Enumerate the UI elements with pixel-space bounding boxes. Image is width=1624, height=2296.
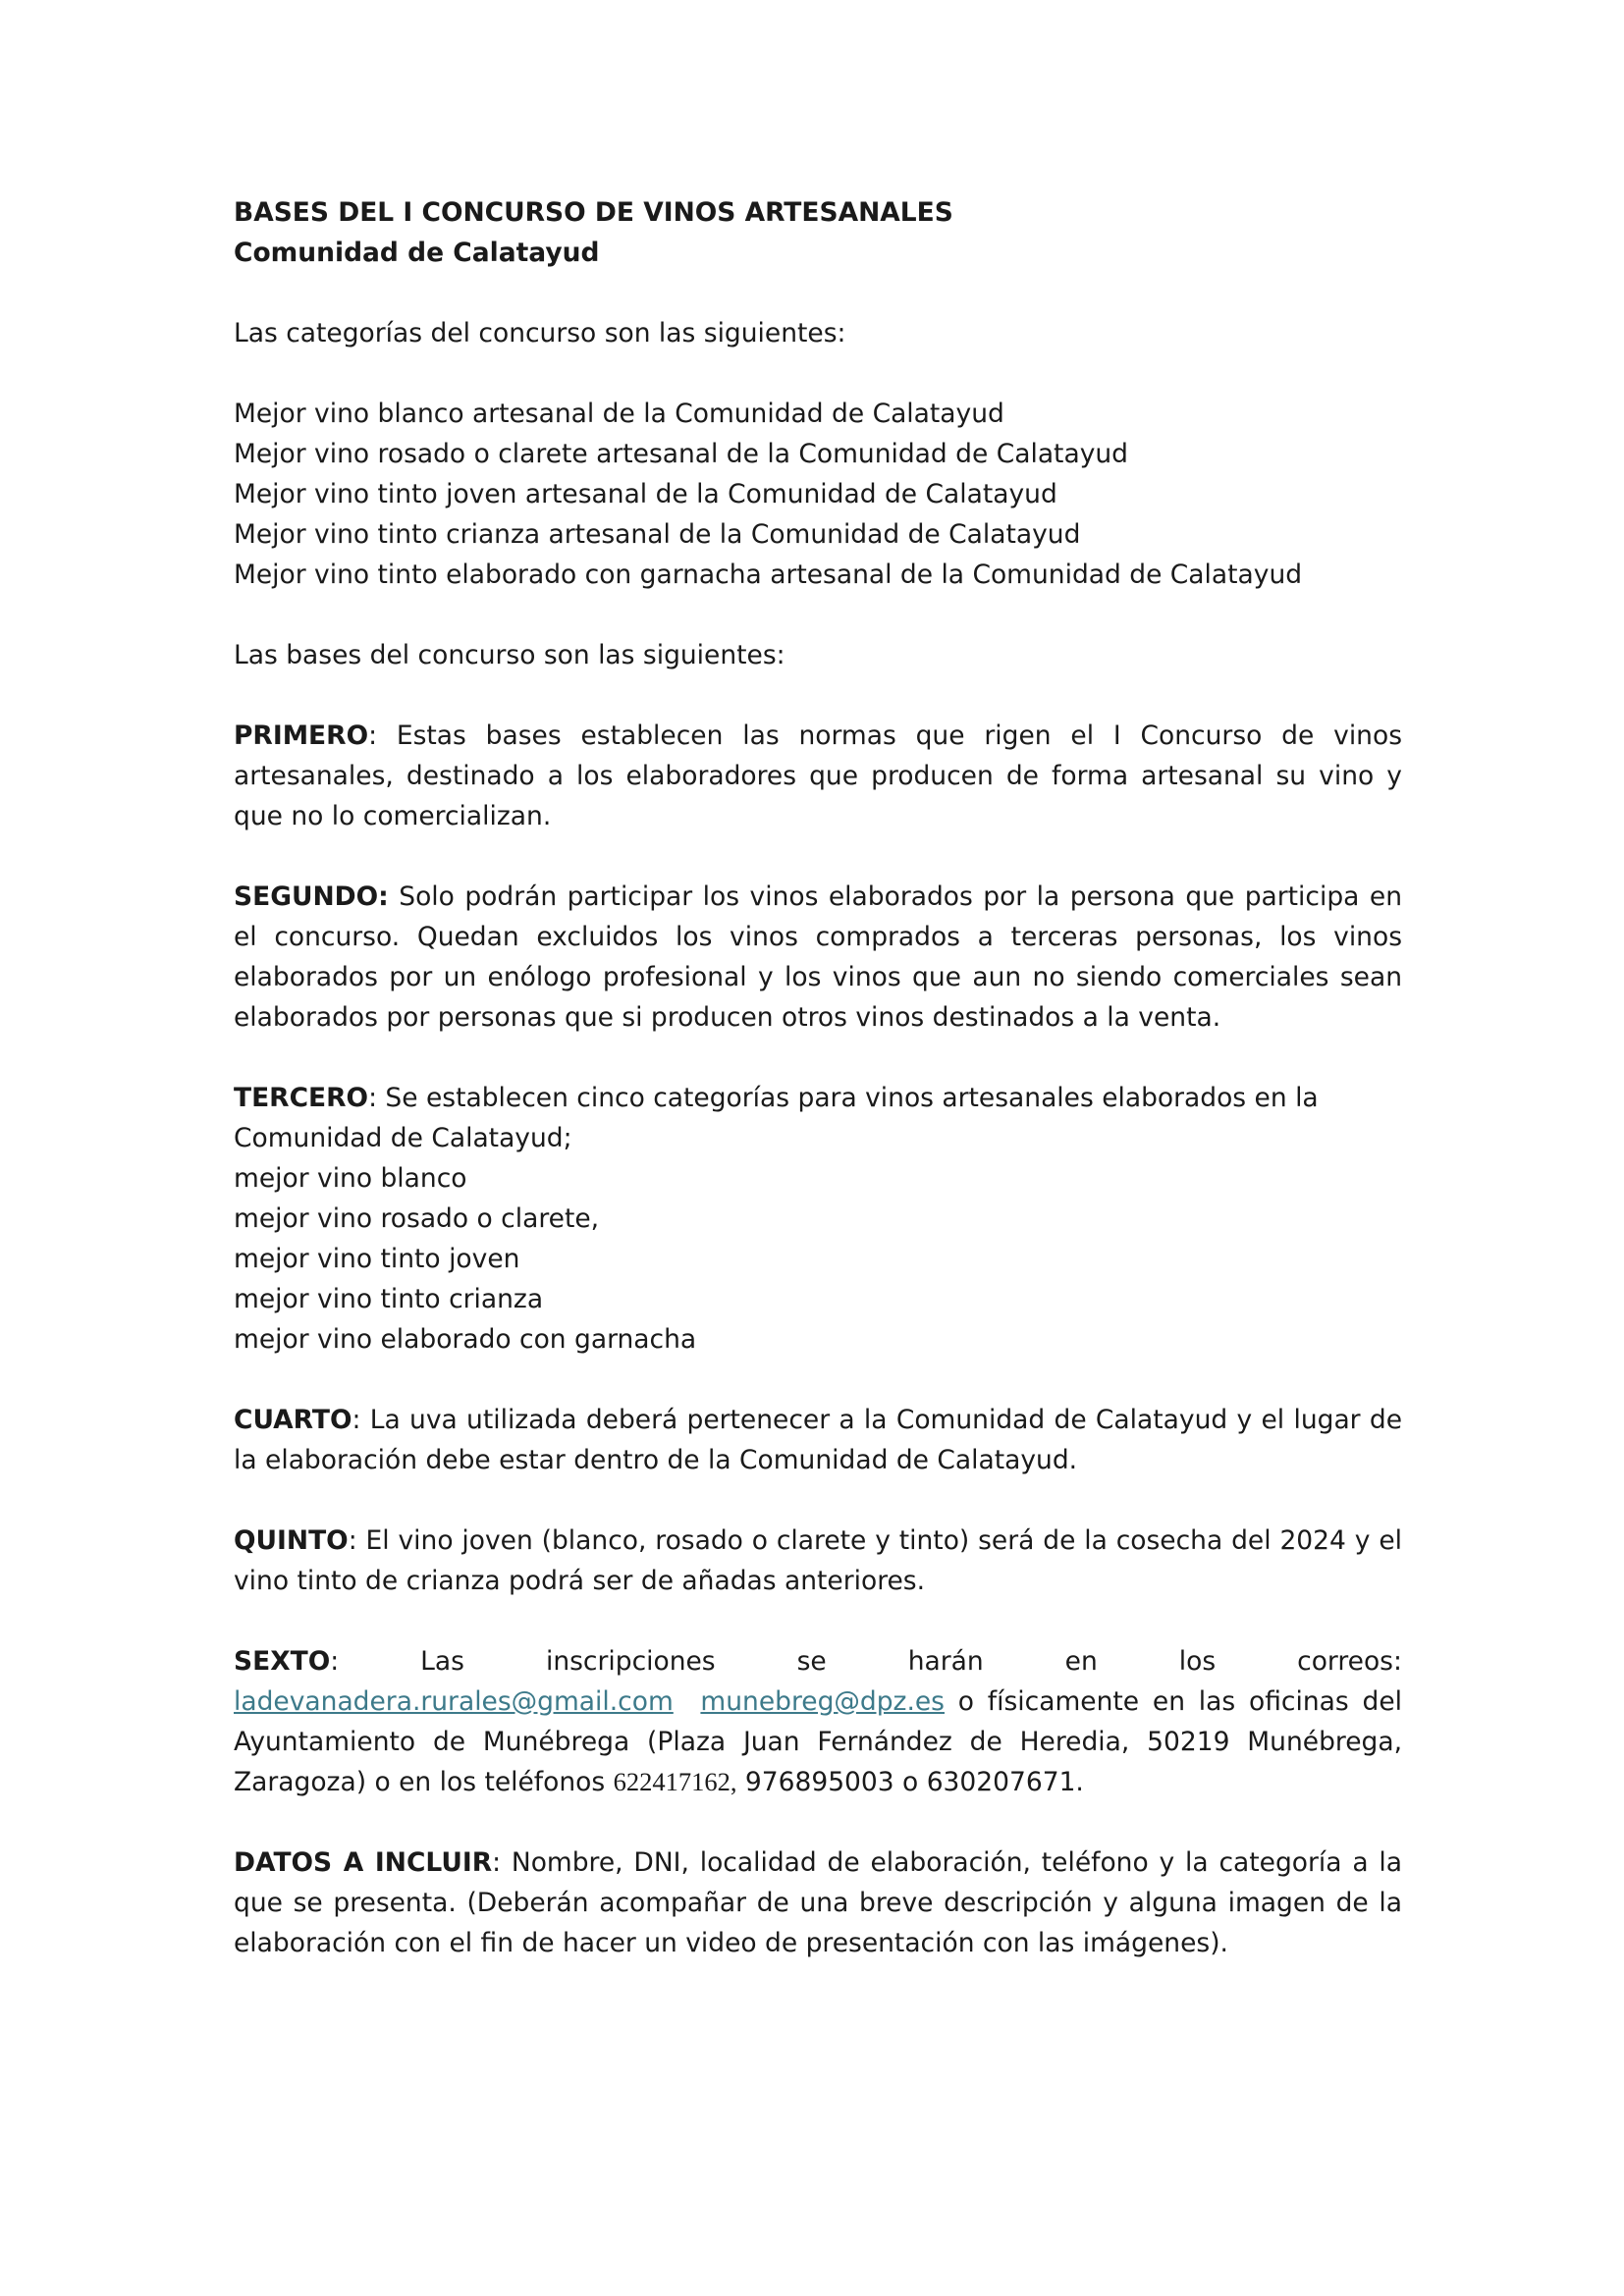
sexto-word: harán [907,1646,984,1677]
category-item: Mejor vino rosado o clarete artesanal de la Comunidad de Calatayud [234,439,1128,469]
document-body [234,192,1402,2003]
categories-list [234,394,1402,595]
clause-label: DATOS A INCLUIR [234,1847,493,1878]
document-title [234,192,1402,273]
categories-intro: Las categorías del concurso son las siguientes: [234,318,846,348]
clause-label: QUINTO [234,1525,349,1556]
sexto-word: Las [420,1646,464,1677]
clause-tercero [234,1078,1402,1360]
title-line-1: BASES DEL I CONCURSO DE VINOS ARTESANALES [234,197,953,228]
category-item: Mejor vino tinto joven artesanal de la Comunidad de Calatayud [234,479,1057,509]
clause-text: : Estas bases establecen las normas que rigen el I Concurso de vinos artesanales, destinado a los elaboradores que producen de forma artesanal su vino y que no lo comercializan. [234,721,1402,831]
tercero-item: mejor vino blanco [234,1163,467,1194]
clause-intro [234,1078,1402,1158]
clause-text: : El vino joven (blanco, rosado o clarete y tinto) será de la cosecha del 2024 y el vino tinto de crianza podrá ser de añadas anteriores. [234,1525,1402,1596]
sexto-word: correos: [1297,1646,1402,1677]
tercero-item: mejor vino tinto crianza [234,1284,544,1314]
clause-label: TERCERO [234,1083,369,1113]
clause-text: 976895003 o 630207671. [736,1767,1084,1797]
clause-primero [234,716,1402,836]
sexto-word: se [796,1646,827,1677]
sexto-word: los [1178,1646,1217,1677]
category-item: Mejor vino tinto elaborado con garnacha artesanal de la Comunidad de Calatayud [234,560,1303,590]
clause-label: PRIMERO [234,721,369,751]
clause-label: CUARTO [234,1405,352,1435]
email-link-munebrega[interactable]: munebreg@dpz.es [700,1686,945,1717]
sexto-word: en [1064,1646,1098,1677]
category-item: Mejor vino tinto crianza artesanal de la Comunidad de Calatayud [234,519,1081,550]
tercero-item: mejor vino tinto joven [234,1244,520,1274]
clause-text: o físicamente en las oficinas del Ayuntamiento de Munébrega (Plaza Juan Fernández de Heredia, 50219 Munébrega, Zaragoza) o en los teléfonos [234,1686,1402,1797]
sexto-label-group [234,1641,339,1682]
clause-colon: : [330,1646,340,1677]
clause-datos [234,1842,1402,1963]
clause-sexto [234,1641,1402,1802]
sexto-first-line [234,1641,1402,1682]
clause-label: SEGUNDO: [234,881,389,912]
email-link-devanadera[interactable]: ladevanadera.rurales@gmail.com [234,1686,674,1717]
clause-cuarto [234,1400,1402,1480]
tercero-item: mejor vino rosado o clarete, [234,1203,600,1234]
phone-number: 622417162, [613,1767,737,1796]
clause-text: Solo podrán participar los vinos elaborados por la persona que participa en el concurso. Quedan excluidos los vinos comprados a terceras personas, los vinos elaborados por un enólogo profesional y los vinos que aun no siendo comerciales sean elaborados por personas que si producen otros vinos destinados a la venta. [234,881,1402,1033]
sexto-body [234,1682,1402,1802]
clause-text: : Nombre, DNI, localidad de elaboración, teléfono y la categoría a la que se presenta. (Deberán acompañar de una breve descripción y alguna imagen de la elaboración con el fin de hacer un video de presentación con las imágenes). [234,1847,1402,1958]
bases-intro: Las bases del concurso son las siguientes: [234,640,785,670]
clause-text: : Se establecen cinco categorías para vinos artesanales elaborados en la Comunidad de Calatayud; [234,1083,1319,1153]
tercero-item: mejor vino elaborado con garnacha [234,1324,697,1355]
clause-label: SEXTO [234,1646,331,1677]
title-line-2: Comunidad de Calatayud [234,238,600,268]
sexto-word: inscripciones [545,1646,716,1677]
clause-segundo [234,877,1402,1038]
category-item: Mejor vino blanco artesanal de la Comunidad de Calatayud [234,399,1004,429]
clause-quinto [234,1521,1402,1601]
clause-text: : La uva utilizada deberá pertenecer a la Comunidad de Calatayud y el lugar de la elaboración debe estar dentro de la Comunidad de Calatayud. [234,1405,1402,1475]
